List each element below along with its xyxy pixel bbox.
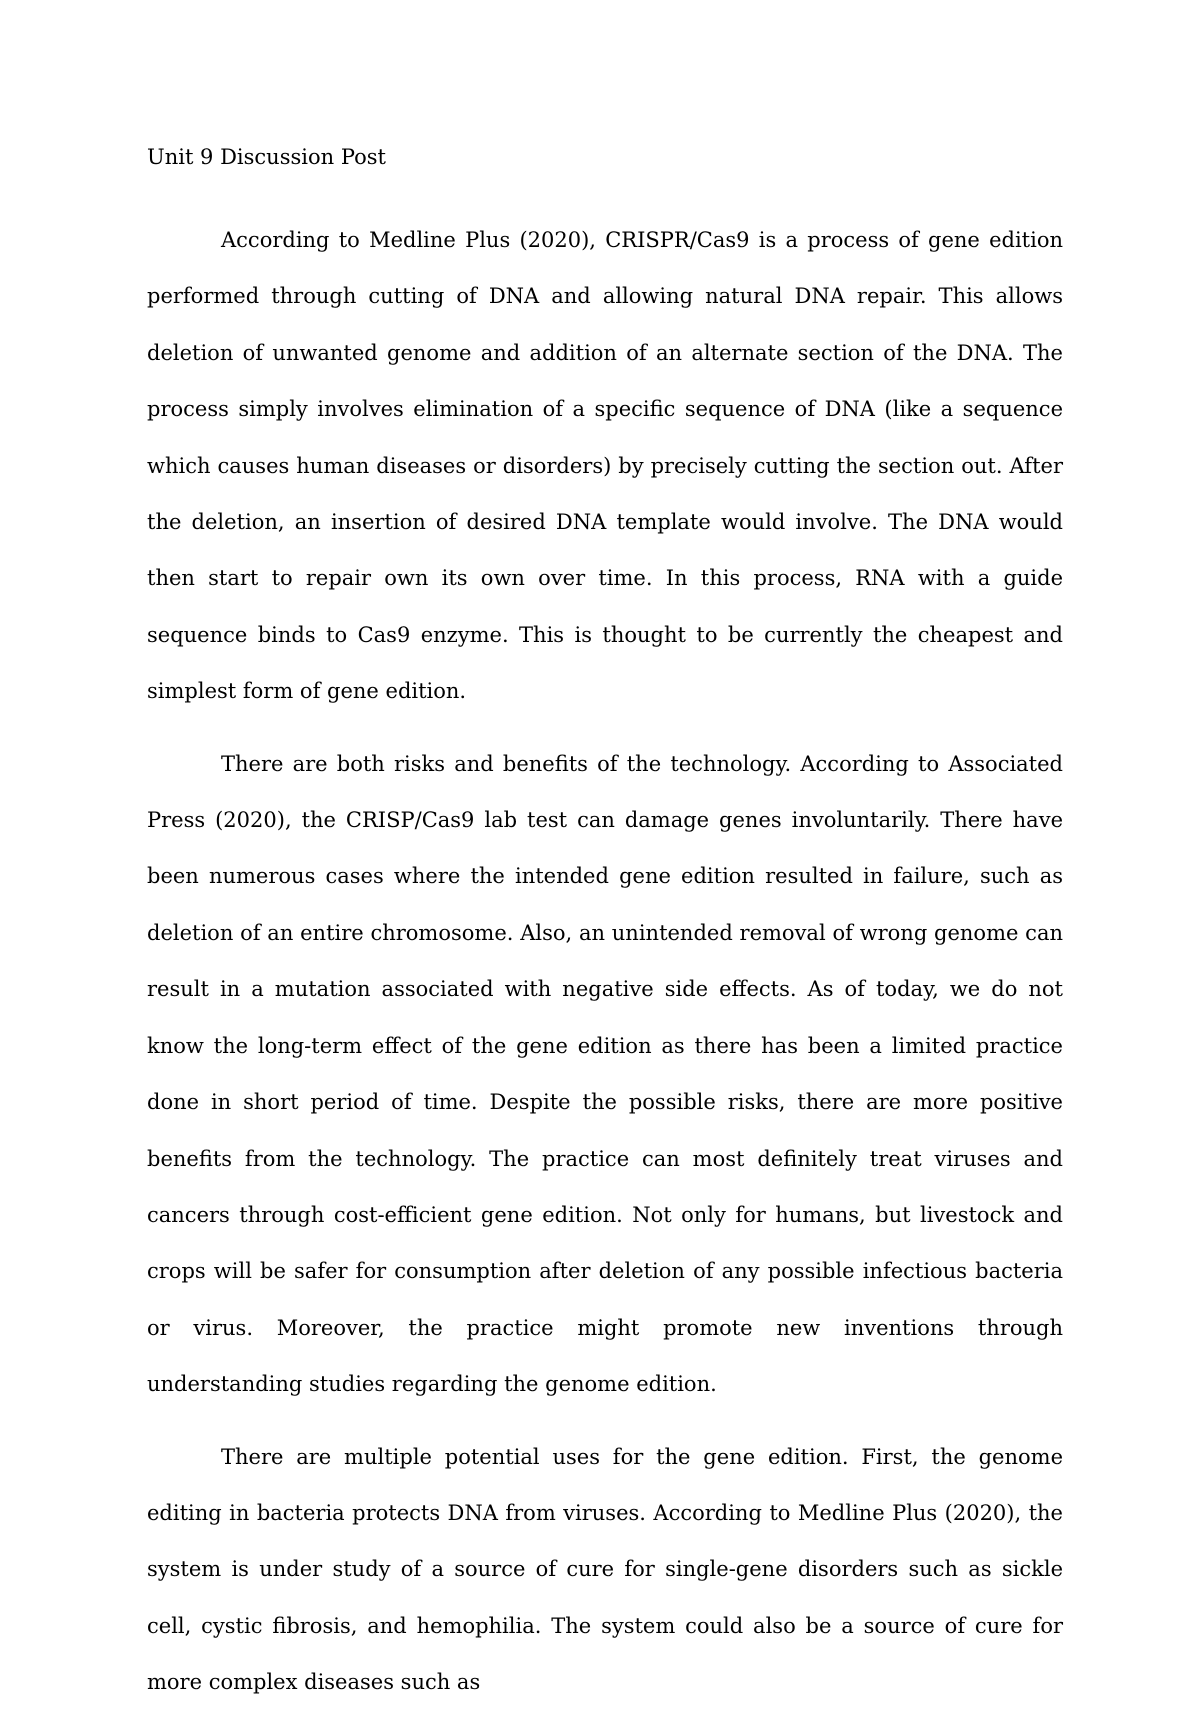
paragraph-risks-benefits: There are both risks and benefits of the technology. According to Associated Press (2020), the CRISP/Cas9 lab test can damage genes involuntarily. There have been numerous cases where the intended gene edition resulted in failure, such as deletion of an entire chromosome. Also, an unintended removal of wrong genome can result in a mutation associated with negative side effects. As of today, we do not know the long-term effect of the gene edition as there has been a limited practice done in short period of time. Despite the possible risks, there are more positive benefits from the technology. The practice can most definitely treat viruses and cancers through cost-efficient gene edition. Not only for humans, but livestock and crops will be safer for consumption after deletion of any possible infectious bacteria or virus. Moreover, the practice might promote new inventions through understanding studies regarding the genome edition. [147,751,1063,1397]
document-title: Unit 9 Discussion Post [147,145,386,169]
document-body [147,212,1063,1727]
paragraph-potential-uses: There are multiple potential uses for the gene edition. First, the genome editing in bacteria protects DNA from viruses. According to Medline Plus (2020), the system is under study of a source of cure for single-gene disorders such as sickle cell, cystic fibrosis, and hemophilia. The system could also be a source of cure for more complex diseases such as [147,1444,1063,1695]
paragraph-crispr-definition: According to Medline Plus (2020), CRISPR/Cas9 is a process of gene edition performed through cutting of DNA and allowing natural DNA repair. This allows deletion of unwanted genome and addition of an alternate section of the DNA. The process simply involves elimination of a specific sequence of DNA (like a sequence which causes human diseases or disorders) by precisely cutting the section out. After the deletion, an insertion of desired DNA template would involve. The DNA would then start to repair own its own over time. In this process, RNA with a guide sequence binds to Cas9 enzyme. This is thought to be currently the cheapest and simplest form of gene edition. [147,228,1063,704]
